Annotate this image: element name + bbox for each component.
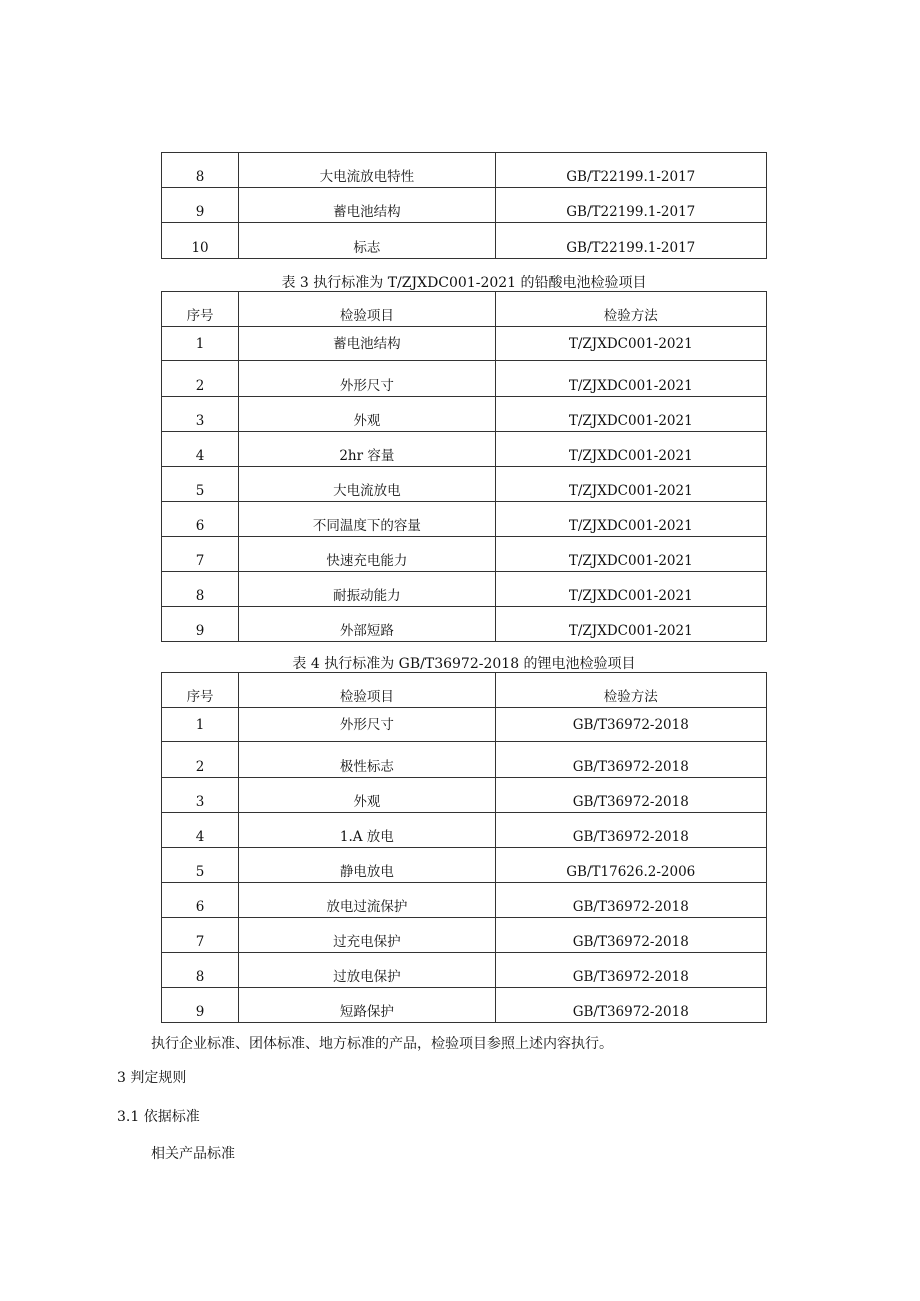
inspection-item: 蓄电池结构 <box>239 327 495 361</box>
table3 <box>161 291 767 642</box>
inspection-method: T/ZJXDC001-2021 <box>495 397 766 432</box>
table-row <box>162 223 767 259</box>
row-number: 9 <box>162 607 239 642</box>
table-row <box>162 153 767 188</box>
section-3-1-paragraph: 相关产品标准 <box>151 1146 235 1162</box>
table-row <box>162 572 767 607</box>
row-number: 7 <box>162 537 239 572</box>
inspection-item: 静电放电 <box>239 848 495 883</box>
inspection-method: GB/T36972-2018 <box>495 813 766 848</box>
inspection-method: T/ZJXDC001-2021 <box>495 572 766 607</box>
row-number: 8 <box>162 953 239 988</box>
table-row <box>162 883 767 918</box>
table-row <box>162 397 767 432</box>
row-number: 7 <box>162 918 239 953</box>
row-number: 10 <box>162 223 239 259</box>
row-number: 4 <box>162 813 239 848</box>
inspection-item: 过充电保护 <box>239 918 495 953</box>
inspection-item: 快速充电能力 <box>239 537 495 572</box>
inspection-method: GB/T17626.2-2006 <box>495 848 766 883</box>
row-number: 6 <box>162 883 239 918</box>
inspection-item: 过放电保护 <box>239 953 495 988</box>
row-number: 3 <box>162 778 239 813</box>
inspection-item: 外形尺寸 <box>239 708 495 742</box>
row-number: 3 <box>162 397 239 432</box>
inspection-item: 耐振动能力 <box>239 572 495 607</box>
table-row <box>162 848 767 883</box>
inspection-method: GB/T22199.1-2017 <box>495 223 766 259</box>
table-row <box>162 918 767 953</box>
row-number: 1 <box>162 327 239 361</box>
inspection-item: 标志 <box>239 223 495 259</box>
inspection-method: GB/T36972-2018 <box>495 778 766 813</box>
table-row <box>162 813 767 848</box>
header-item: 检验项目 <box>239 673 495 708</box>
row-number: 6 <box>162 502 239 537</box>
row-number: 5 <box>162 848 239 883</box>
inspection-method: GB/T36972-2018 <box>495 883 766 918</box>
inspection-item: 大电流放电特性 <box>239 153 495 188</box>
inspection-method: T/ZJXDC001-2021 <box>495 432 766 467</box>
row-number: 2 <box>162 742 239 778</box>
table-row <box>162 327 767 361</box>
table-row <box>162 361 767 397</box>
inspection-method: T/ZJXDC001-2021 <box>495 502 766 537</box>
inspection-item: 1.A 放电 <box>239 813 495 848</box>
inspection-method: GB/T36972-2018 <box>495 988 766 1023</box>
table-row <box>162 953 767 988</box>
header-number: 序号 <box>162 673 239 708</box>
table-header-row <box>162 673 767 708</box>
inspection-item: 短路保护 <box>239 988 495 1023</box>
continued-table <box>161 152 767 259</box>
inspection-item: 外部短路 <box>239 607 495 642</box>
inspection-method: GB/T22199.1-2017 <box>495 188 766 223</box>
table-row <box>162 502 767 537</box>
table-row <box>162 708 767 742</box>
inspection-method: GB/T36972-2018 <box>495 742 766 778</box>
inspection-item: 放电过流保护 <box>239 883 495 918</box>
table3-caption: 表 3 执行标准为 T/ZJXDC001-2021 的铅酸电池检验项目 <box>281 275 647 291</box>
inspection-item: 外观 <box>239 778 495 813</box>
inspection-item: 2hr 容量 <box>239 432 495 467</box>
row-number: 1 <box>162 708 239 742</box>
header-item: 检验项目 <box>239 292 495 327</box>
header-method: 检验方法 <box>495 673 766 708</box>
table-header-row <box>162 292 767 327</box>
inspection-item: 极性标志 <box>239 742 495 778</box>
section-heading-3-1: 3.1 依据标准 <box>117 1109 200 1125</box>
inspection-method: T/ZJXDC001-2021 <box>495 361 766 397</box>
table-row <box>162 988 767 1023</box>
table4-caption: 表 4 执行标准为 GB/T36972-2018 的锂电池检验项目 <box>292 656 636 672</box>
table-row <box>162 742 767 778</box>
table-row <box>162 537 767 572</box>
inspection-method: GB/T36972-2018 <box>495 708 766 742</box>
inspection-item: 外观 <box>239 397 495 432</box>
inspection-method: T/ZJXDC001-2021 <box>495 537 766 572</box>
table-row <box>162 607 767 642</box>
row-number: 5 <box>162 467 239 502</box>
row-number: 4 <box>162 432 239 467</box>
inspection-method: GB/T36972-2018 <box>495 953 766 988</box>
table-row <box>162 778 767 813</box>
inspection-item: 蓄电池结构 <box>239 188 495 223</box>
inspection-method: T/ZJXDC001-2021 <box>495 607 766 642</box>
table4 <box>161 672 767 1023</box>
inspection-method: GB/T36972-2018 <box>495 918 766 953</box>
inspection-method: T/ZJXDC001-2021 <box>495 327 766 361</box>
table-row <box>162 432 767 467</box>
inspection-item: 外形尺寸 <box>239 361 495 397</box>
row-number: 8 <box>162 153 239 188</box>
row-number: 2 <box>162 361 239 397</box>
row-number: 9 <box>162 188 239 223</box>
table-row <box>162 188 767 223</box>
row-number: 8 <box>162 572 239 607</box>
header-number: 序号 <box>162 292 239 327</box>
inspection-method: T/ZJXDC001-2021 <box>495 467 766 502</box>
table-row <box>162 467 767 502</box>
inspection-item: 不同温度下的容量 <box>239 502 495 537</box>
header-method: 检验方法 <box>495 292 766 327</box>
inspection-item: 大电流放电 <box>239 467 495 502</box>
inspection-method: GB/T22199.1-2017 <box>495 153 766 188</box>
section-heading-3: 3 判定规则 <box>117 1070 187 1086</box>
row-number: 9 <box>162 988 239 1023</box>
execution-note: 执行企业标准、团体标准、地方标准的产品，检验项目参照上述内容执行。 <box>151 1036 613 1052</box>
